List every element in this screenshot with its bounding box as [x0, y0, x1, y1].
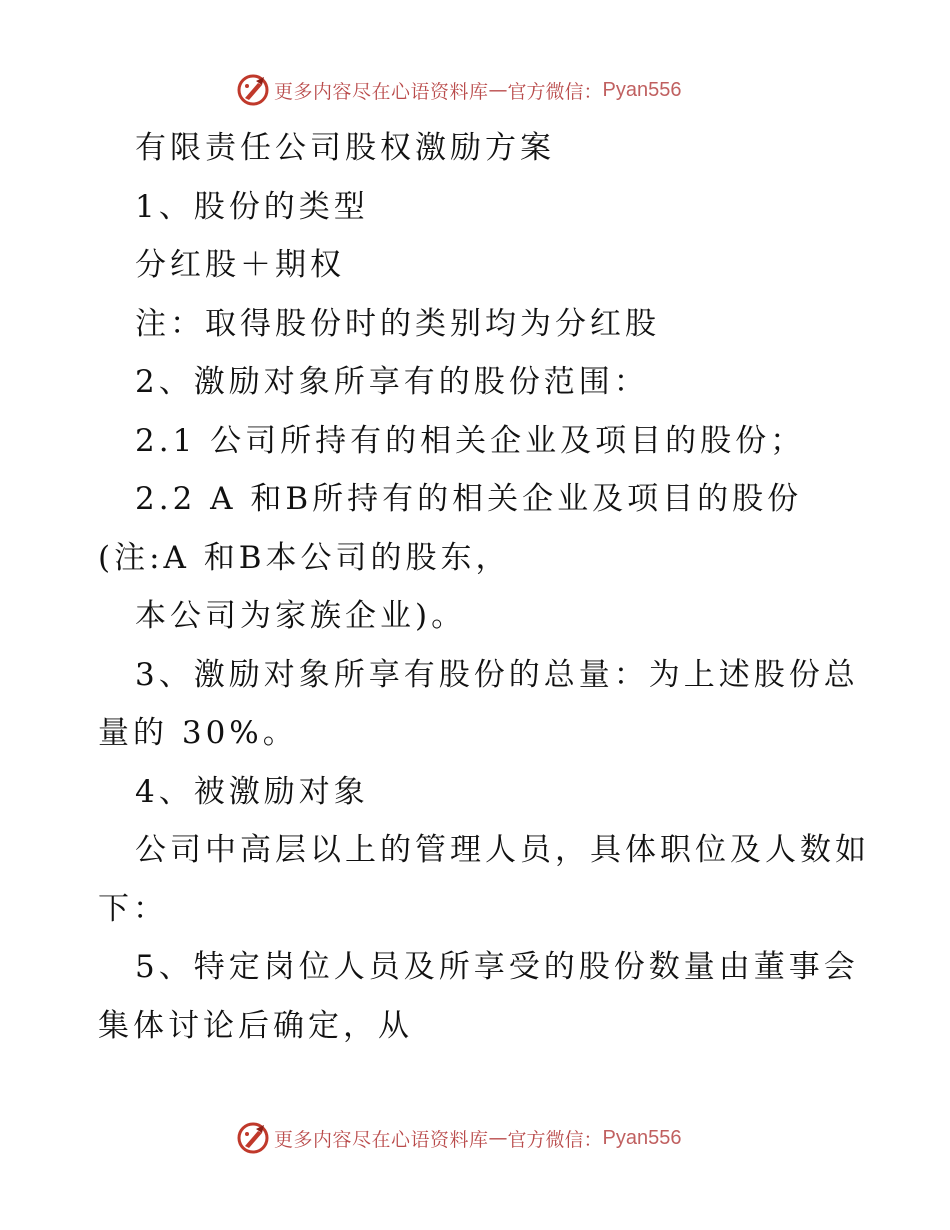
banner-wechat-id: Pyan556	[602, 1126, 682, 1149]
banner-dash: —	[488, 79, 508, 101]
doc-title: 有限责任公司股权激励方案	[135, 130, 555, 166]
doc-line: 4、被激励对象	[135, 773, 369, 810]
doc-line: 2、激励对象所享有的股份范围：	[135, 364, 649, 400]
doc-line: 公司中高层以上的管理人员，具体职位及人数如	[135, 832, 870, 868]
banner-text: 更多内容尽在心语资料库	[274, 80, 489, 103]
logo-icon	[236, 73, 270, 107]
doc-line: 5、特定岗位人员及所享受的股份数量由董事会	[135, 949, 859, 985]
doc-line: 2.2 A 和B所持有的相关企业及项目的股份	[135, 481, 803, 517]
document-body	[98, 119, 870, 1055]
banner-wechat-id: Pyan556	[602, 78, 682, 101]
banner-text: 更多内容尽在心语资料库	[274, 1128, 489, 1151]
logo-icon	[236, 1121, 270, 1155]
doc-line: 集体讨论后确定，从	[98, 1007, 413, 1044]
banner-wechat-label: 官方微信：	[507, 1128, 603, 1151]
header-watermark-banner	[236, 72, 682, 108]
banner-dash: —	[488, 1127, 508, 1149]
footer-watermark-banner	[236, 1120, 682, 1156]
doc-line: 注：取得股份时的类别均为分红股	[135, 305, 660, 342]
doc-line: 分红股＋期权	[135, 247, 345, 283]
doc-line: 3、激励对象所享有股份的总量：为上述股份总	[135, 656, 859, 693]
doc-line: 本公司为家族企业)。	[135, 598, 467, 634]
banner-wechat-label: 官方微信：	[507, 80, 603, 103]
doc-line: 下：	[98, 890, 168, 927]
doc-line: (注:A 和B本公司的股东，	[98, 539, 511, 576]
doc-line: 量的 30%。	[98, 715, 298, 751]
doc-line: 2.1 公司所持有的相关企业及项目的股份；	[135, 422, 806, 459]
doc-line: 1、股份的类型	[135, 188, 369, 225]
